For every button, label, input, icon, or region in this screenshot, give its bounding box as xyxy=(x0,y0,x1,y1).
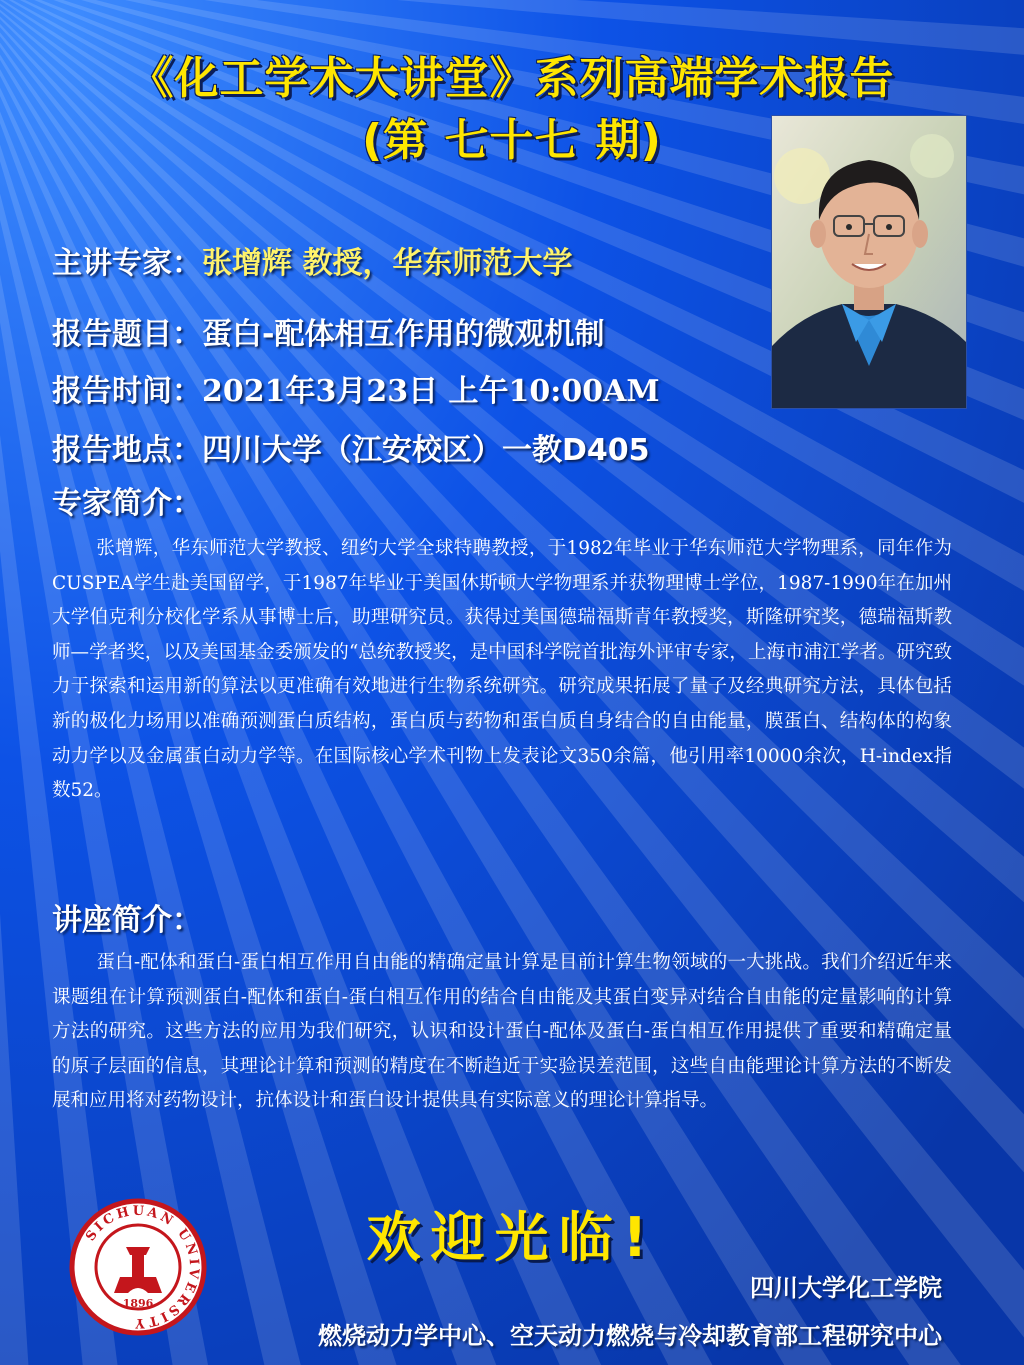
lecture-intro-text: 蛋白-配体和蛋白-蛋白相互作用自由能的精确定量计算是目前计算生物领域的一大挑战。我们介绍近年来课题组在计算预测蛋白-配体和蛋白-蛋白相互作用的结合自由能及其蛋白变异对结合自由能的定量影响的计算方法的研究。这些方法的应用为我们研究，认识和设计蛋白-配体及蛋白-蛋白相互作用提供了重要和精确定量的原子层面的信息，其理论计算和预测的精度在不断趋近于实验误差范围，这些自由能理论计算方法的不断发展和应用将对药物设计，抗体设计和蛋白设计提供具有实际意义的理论计算指导。 xyxy=(52,952,952,1112)
speaker-label: 主讲专家： xyxy=(52,246,202,281)
speaker-name: 张增辉 教授，华东师范大学 xyxy=(202,246,573,281)
venue-value: 四川大学（江安校区）一教D405 xyxy=(202,433,650,468)
expert-bio-text: 张增辉，华东师范大学教授、纽约大学全球特聘教授，于1982年毕业于华东师范大学物理系，同年作为CUSPEA学生赴美国留学，于1987年毕业于美国休斯顿大学物理系并获物理博士学位，1987-1990年在加州大学伯克利分校化学系从事博士后，助理研究员。获得过美国德瑞福斯青年教授奖，斯隆研究奖，德瑞福斯教师—学者奖，以及美国基金委颁发的“总统教授奖，是中国科学院首批海外评审专家，上海市浦江学者。研究致力于探索和运用新的算法以更准确有效地进行生物系统研究。研究成果拓展了量子及经典研究方法，具体包括新的极化力场用以准确预测蛋白质结构，蛋白质与药物和蛋白质自身结合的自由能量，膜蛋白、结构体的构象动力学以及金属蛋白动力学等。在国际核心学术刊物上发表论文350余篇，他引用率10000余次，H-index指数52。 xyxy=(52,538,952,802)
page-title: 《化工学术大讲堂》系列高端学术报告 xyxy=(129,53,895,104)
speaker-line xyxy=(52,238,572,282)
speaker-photo xyxy=(772,116,966,408)
venue-label: 报告地点： xyxy=(52,433,202,468)
topic-value: 蛋白-配体相互作用的微观机制 xyxy=(202,317,605,352)
seal-year: 1896 xyxy=(122,1297,154,1310)
time-line xyxy=(52,366,660,410)
speaker-portrait-icon xyxy=(772,116,966,408)
issue-number: (第 七十七 期) xyxy=(362,115,662,166)
topic-line xyxy=(52,309,604,353)
organizer-centers: 燃烧动力学中心、空天动力燃烧与冷却教育部工程研究中心 xyxy=(318,1322,942,1350)
venue-line xyxy=(52,425,650,469)
organizer-college: 四川大学化工学院 xyxy=(750,1274,942,1302)
welcome-text: 欢迎光临! xyxy=(366,1206,658,1269)
time-label: 报告时间： xyxy=(52,374,202,409)
topic-label: 报告题目： xyxy=(52,317,202,352)
time-value: 2021年3月23日 上午10:00AM xyxy=(202,374,660,409)
lecture-intro-heading: 讲座简介： xyxy=(52,903,202,938)
expert-bio-heading: 专家简介： xyxy=(52,486,202,521)
seal-ring-text: SICHUAN UNIVERSITY xyxy=(83,1203,202,1331)
